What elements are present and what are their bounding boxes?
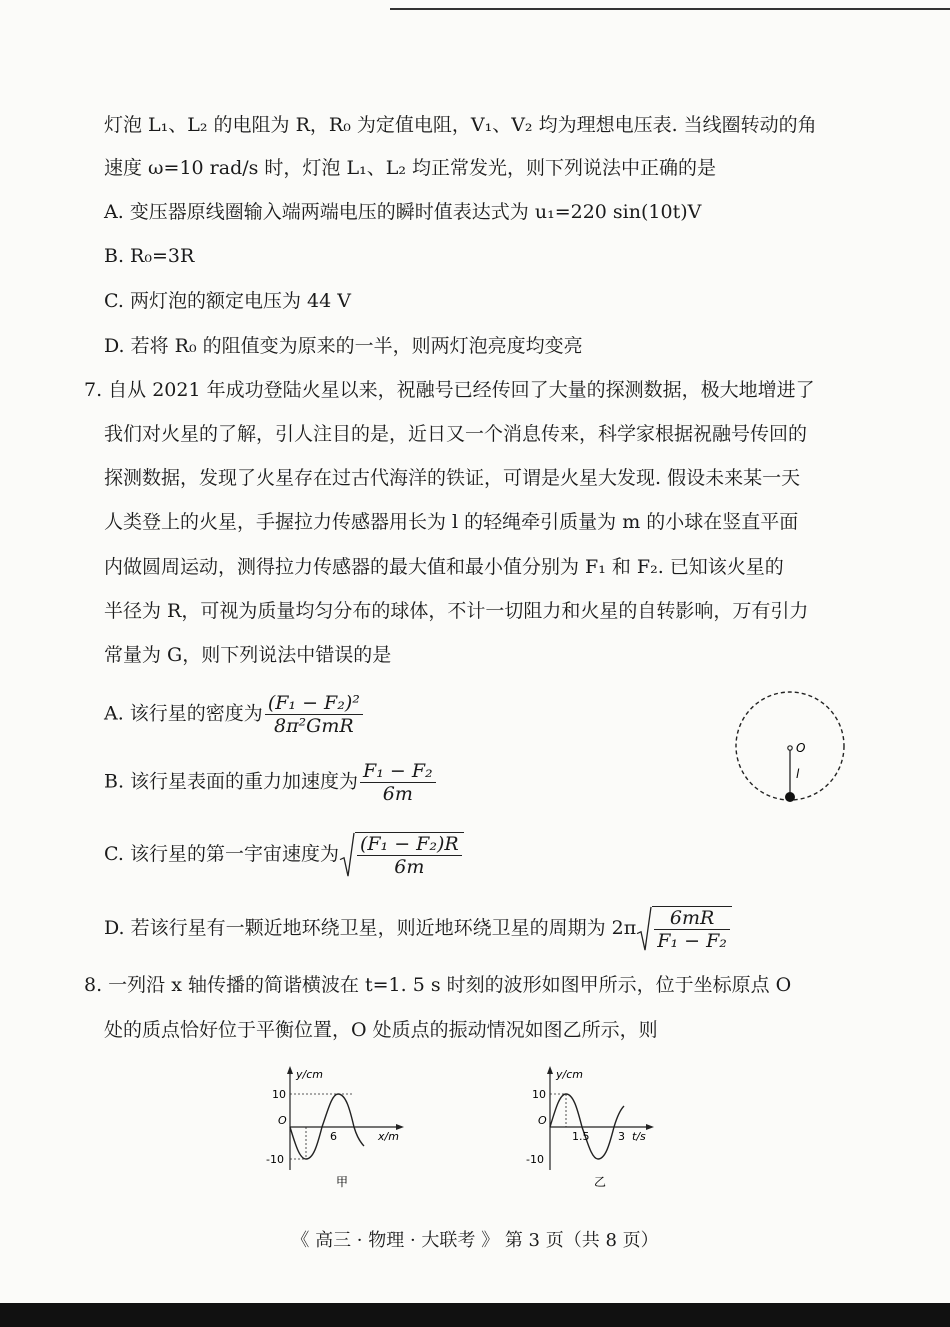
q6-line-2: 速度 ω=10 rad/s 时，灯泡 L₁、L₂ 均正常发光，则下列说法中正确的是: [104, 157, 716, 179]
center-point: [788, 746, 792, 750]
x-axis-label: t/s: [632, 1130, 646, 1143]
q7-line: 半径为 R，可视为质量均匀分布的球体，不计一切阻力和火星的自转影响，万有引力: [104, 600, 809, 622]
y-tick-top: 10: [272, 1088, 286, 1101]
y-axis-label: y/cm: [296, 1068, 323, 1081]
x-axis-label: x/m: [378, 1130, 399, 1143]
q6-option-a: A. 变压器原线圈输入端两端电压的瞬时值表达式为 u₁=220 sin(10t)V: [104, 201, 702, 223]
q7-option-d: [104, 906, 732, 952]
x-tick: 6: [330, 1130, 337, 1143]
q8-line-1: 8. 一列沿 x 轴传播的简谐横波在 t=1. 5 s 时刻的波形如图甲所示，位于坐标原点 O: [84, 974, 792, 996]
sqrt-sign: [636, 906, 732, 952]
ball: [785, 792, 795, 802]
origin-label: O: [278, 1114, 287, 1127]
graph-caption: 甲: [336, 1175, 349, 1189]
q7-line: 内做圆周运动，测得拉力传感器的最大值和最小值分别为 F₁ 和 F₂. 已知该火星的: [104, 556, 784, 578]
fraction-denominator: 6m: [382, 783, 413, 805]
x-tick-1: 1.5: [572, 1130, 590, 1143]
q6-option-b: B. R₀=3R: [104, 245, 195, 267]
q6-option-d: D. 若将 R₀ 的阻值变为原来的一半，则两灯泡亮度均变亮: [104, 335, 583, 357]
fraction-numerator: F₁ − F₂: [360, 760, 436, 783]
y-tick-bottom: -10: [266, 1153, 284, 1166]
q7-option-d-fraction: [654, 907, 730, 952]
q8-line-2: 处的质点恰好位于平衡位置，O 处质点的振动情况如图乙所示，则: [104, 1019, 658, 1041]
wave-graph-jia: [260, 1062, 410, 1192]
q7-option-a-fraction: [265, 692, 363, 737]
y-axis-arrow: [287, 1066, 293, 1074]
q7-option-c-fraction: [357, 833, 462, 878]
q7-option-b: [104, 760, 438, 805]
origin-label: O: [538, 1114, 547, 1127]
bottom-bar: [0, 1303, 950, 1327]
circular-motion-figure: [730, 686, 852, 808]
fraction-numerator: 6mR: [654, 907, 730, 930]
sqrt-sign: [339, 832, 464, 878]
fraction-denominator: 6m: [394, 856, 425, 878]
q7-option-d-text: D. 若该行星有一颗近地环绕卫星，则近地环绕卫星的周期为 2π: [104, 917, 637, 939]
y-axis-label: y/cm: [556, 1068, 583, 1081]
q7-line: 我们对火星的了解，引人注目的是，近日又一个消息传来，科学家根据祝融号传回的: [104, 423, 808, 445]
fraction-numerator: (F₁ − F₂)²: [265, 692, 363, 715]
q7-option-a-text: A. 该行星的密度为: [104, 702, 263, 725]
q7-option-b-fraction: [360, 760, 436, 805]
q6-option-c: C. 两灯泡的额定电压为 44 V: [104, 290, 351, 312]
x-axis-arrow: [646, 1124, 654, 1130]
q7-line: 7. 自从 2021 年成功登陆火星以来，祝融号已经传回了大量的探测数据，极大地增进了: [84, 379, 815, 401]
x-tick-2: 3: [618, 1130, 625, 1143]
q7-option-c: [104, 832, 464, 878]
q6-line-1: 灯泡 L₁、L₂ 的电阻为 R，R₀ 为定值电阻，V₁、V₂ 均为理想电压表. 当线圈转动的角: [104, 114, 817, 136]
graph-caption: 乙: [594, 1175, 607, 1189]
vibration-graph-yi: [520, 1062, 670, 1192]
y-tick-bottom: -10: [526, 1153, 544, 1166]
q7-option-a: [104, 692, 365, 737]
q7-option-b-text: B. 该行星表面的重力加速度为: [104, 770, 359, 793]
y-tick-top: 10: [532, 1088, 546, 1101]
q7-line: 常量为 G，则下列说法中错误的是: [104, 644, 392, 666]
q7-option-c-text: C. 该行星的第一宇宙速度为: [104, 843, 339, 865]
y-axis-arrow: [547, 1066, 553, 1074]
top-rule: [390, 8, 950, 10]
fraction-denominator: 8π²GmR: [273, 715, 354, 737]
rope-length-label: l: [796, 767, 800, 781]
center-label: O: [796, 741, 806, 755]
fraction-numerator: (F₁ − F₂)R: [357, 833, 462, 856]
page-footer: 《 高三 · 物理 · 大联考 》 第 3 页（共 8 页）: [291, 1230, 659, 1251]
q7-line: 探测数据，发现了火星存在过古代海洋的铁证，可谓是火星大发现. 假设未来某一天: [104, 467, 801, 489]
fraction-denominator: F₁ − F₂: [657, 930, 727, 952]
q7-line: 人类登上的火星，手握拉力传感器用长为 l 的轻绳牵引质量为 m 的小球在竖直平面: [104, 511, 799, 533]
